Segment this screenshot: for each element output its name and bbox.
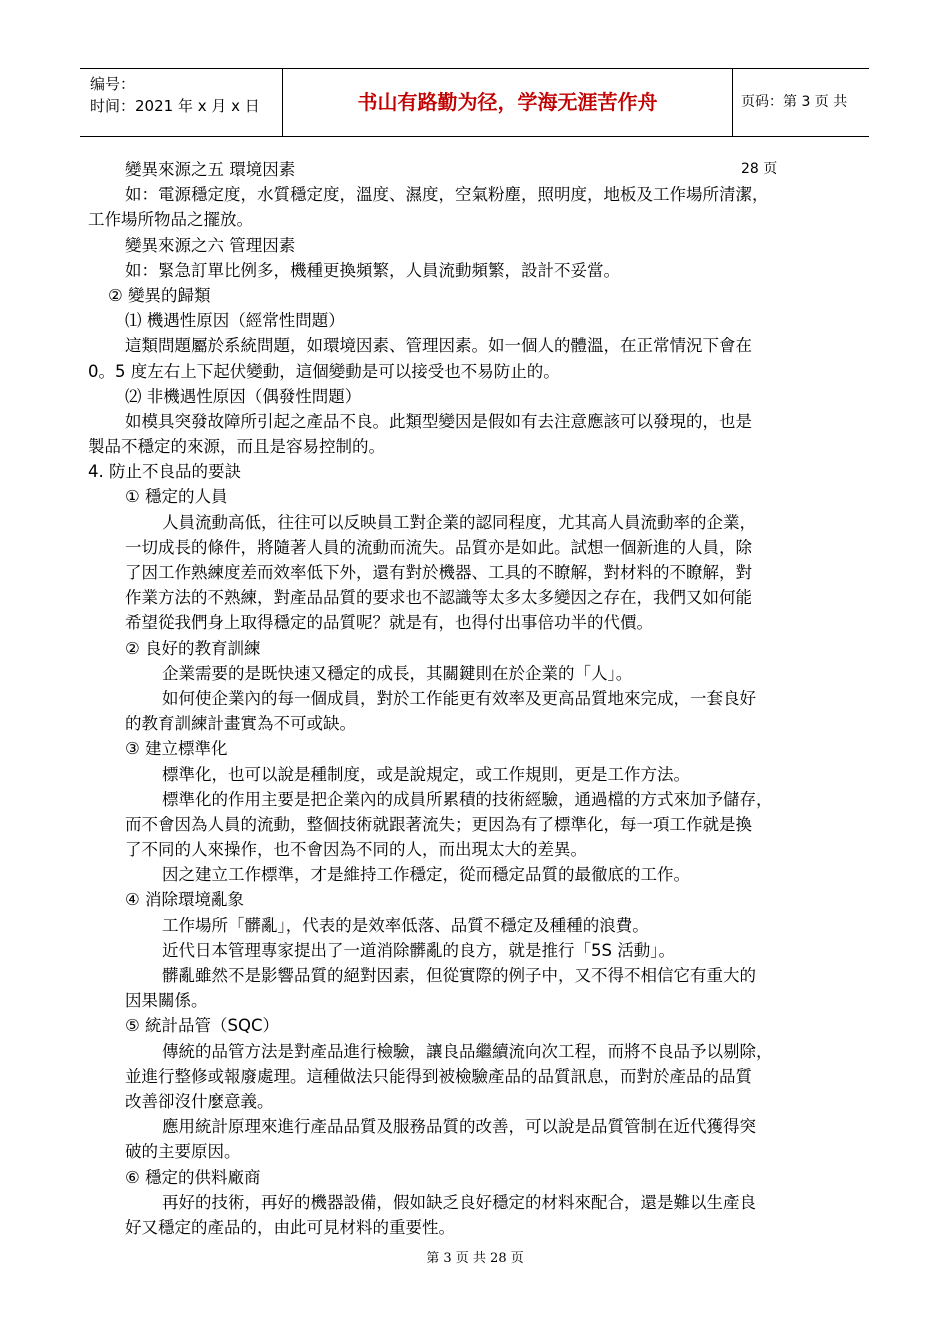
- text-line: 破的主要原因。: [125, 1142, 241, 1162]
- header-page-label: 页码：第 3 页 共 28 页: [741, 94, 848, 177]
- text-line: 變異來源之五 環境因素: [125, 160, 296, 179]
- text-line: 應用統計原理來進行產品品質及服務品質的改善，可以說是品質管制在近代獲得突: [162, 1117, 756, 1137]
- text-line: 工作場所「髒亂」，代表的是效率低落、品質不穩定及種種的浪費。: [162, 915, 649, 935]
- text-line: ⑥ 穩定的供料廠商: [125, 1167, 261, 1187]
- text-line: 好又穩定的產品的，由此可見材料的重要性。: [125, 1217, 455, 1237]
- text-line: ③ 建立標準化: [125, 739, 228, 759]
- text-line: 製品不穩定的來源，而且是容易控制的。: [88, 437, 385, 457]
- text-line: 如：電源穩定度，水質穩定度，溫度、濕度，空氣粉塵，照明度，地板及工作場所清潔，: [125, 185, 769, 205]
- text-line: 如：緊急訂單比例多，機種更換頻繁，人員流動頻繁，設計不妥當。: [125, 260, 620, 280]
- text-line: 的教育訓練計畫實為不可或缺。: [125, 714, 356, 734]
- text-line: 再好的技術，再好的機器設備，假如缺乏良好穩定的材料來配合，還是難以生產良: [162, 1192, 756, 1212]
- text-line: 改善卻沒什麼意義。: [125, 1091, 274, 1111]
- text-line: 如模具突發故障所引起之產品不良。此類型變因是假如有去注意應該可以發現的，也是: [125, 411, 752, 431]
- text-line: 近代日本管理專家提出了一道消除髒亂的良方，就是推行「5S 活動」。: [162, 940, 675, 960]
- document-body: [88, 157, 868, 1240]
- text-line: 如何使企業內的每一個成員，對於工作能更有效率及更高品質地來完成，一套良好: [162, 688, 756, 708]
- text-line: 髒亂雖然不是影響品質的絕對因素，但從實際的例子中，又不得不相信它有重大的: [162, 966, 756, 985]
- text-line: 標準化的作用主要是把企業內的成員所累積的技術經驗，通過檔的方式來加予儲存，: [162, 789, 773, 809]
- text-line: 並進行整修或報廢處理。這種做法只能得到被檢驗產品的品質訊息，而對於產品的品質: [125, 1066, 752, 1086]
- text-line: 了因工作熟練度差而效率低下外，還有對於機器、工具的不瞭解，對材料的不瞭解，對: [125, 563, 752, 582]
- text-line: ⑵ 非機遇性原因（偶發性問題）: [125, 386, 362, 406]
- text-line: ② 變異的歸類: [108, 285, 211, 305]
- text-line: 人員流動高低，往往可以反映員工對企業的認同程度，尤其高人員流動率的企業，: [162, 512, 756, 532]
- header-motto: 书山有路勤为径，学海无涯苦作舟: [282, 69, 733, 136]
- text-line: 因果關係。: [125, 991, 208, 1011]
- text-line: 因之建立工作標準，才是維持工作穩定，從而穩定品質的最徹底的工作。: [162, 865, 690, 885]
- text-line: 工作場所物品之擺放。: [88, 210, 253, 230]
- number-label: 编号：: [90, 75, 136, 93]
- text-line: 0。5 度左右上下起伏變動，這個變動是可以接受也不易防止的。: [88, 361, 560, 381]
- page-footer: 第 3 页 共 28 页: [426, 1251, 524, 1266]
- text-line: 企業需要的是既快速又穩定的成長，其關鍵則在於企業的「人」。: [162, 663, 633, 683]
- text-line: ⑤ 統計品管（SQC）: [125, 1016, 280, 1036]
- text-line: 希望從我們身上取得穩定的品質呢？就是有，也得付出事倍功半的代價。: [125, 613, 653, 633]
- text-line: 4. 防止不良品的要訣: [88, 462, 241, 482]
- text-line: 作業方法的不熟練，對產品品質的要求也不認識等太多太多變因之存在，我們又如何能: [125, 588, 752, 608]
- text-line: ① 穩定的人員: [125, 487, 228, 507]
- time-label: 时间：2021 年 x 月 x 日: [90, 97, 260, 115]
- text-line: 傳統的品管方法是對產品進行檢驗，讓良品繼續流向次工程，而將不良品予以剔除，: [162, 1041, 773, 1061]
- text-line: 而不會因為人員的流動，整個技術就跟著流失；更因為有了標準化，每一項工作就是換: [125, 814, 752, 834]
- text-line: 標準化，也可以說是種制度，或是說規定，或工作規則，更是工作方法。: [162, 764, 690, 784]
- text-line: 一切成長的條件，將隨著人員的流動而流失。品質亦是如此。試想一個新進的人員，除: [125, 537, 752, 557]
- text-line: ② 良好的教育訓練: [125, 638, 261, 658]
- text-line: 變異來源之六 管理因素: [125, 235, 296, 255]
- text-line: ④ 消除環境亂象: [125, 890, 245, 910]
- text-line: 了不同的人來操作，也不會因為不同的人，而出現太大的差異。: [125, 840, 587, 860]
- header-left-cell: [80, 69, 282, 136]
- text-line: 這類問題屬於系統問題，如環境因素、管理因素。如一個人的體溫，在正常情況下會在: [125, 336, 752, 356]
- text-line: ⑴ 機遇性原因（經常性問題）: [125, 311, 345, 331]
